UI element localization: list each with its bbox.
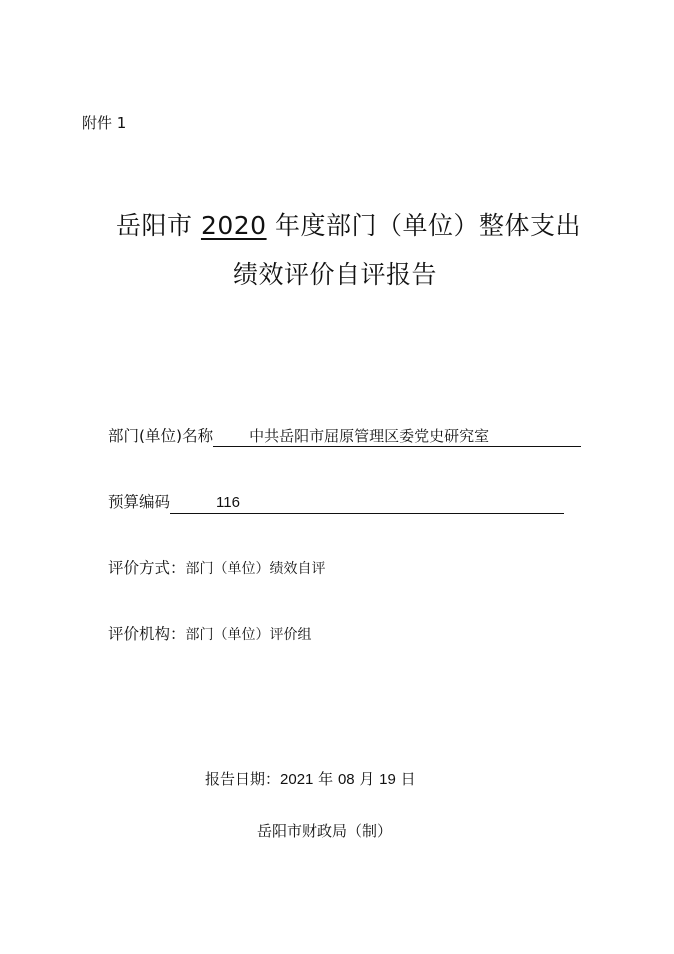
report-date-label: 报告日期： xyxy=(205,770,281,788)
budget-code-label: 预算编码 xyxy=(108,493,171,511)
title-suffix: 年度部门（单位）整体支出 xyxy=(266,211,582,240)
report-date xyxy=(205,768,416,789)
report-title-line2: 绩效评价自评报告 xyxy=(233,260,438,289)
evaluation-method-value: 部门（单位）绩效自评 xyxy=(185,561,326,577)
budget-code-row xyxy=(108,490,564,514)
evaluation-org-value: 部门（单位）评价组 xyxy=(185,627,312,643)
title-prefix: 岳阳市 xyxy=(116,211,201,240)
title-year: 2020 xyxy=(200,211,267,240)
evaluation-method-label: 评价方式： xyxy=(108,559,186,577)
report-date-month-unit: 月 xyxy=(354,770,380,788)
issuer: 岳阳市财政局（制） xyxy=(257,822,393,840)
report-date-year: 2021 xyxy=(280,771,314,788)
report-title-line1 xyxy=(116,206,581,242)
evaluation-org-row xyxy=(108,622,312,644)
report-date-month: 08 xyxy=(337,771,355,788)
evaluation-method-row xyxy=(108,556,326,578)
report-date-day-unit: 日 xyxy=(395,770,416,788)
dept-name-value: 中共岳阳市屈原管理区委党史研究室 xyxy=(213,427,581,447)
dept-name-row xyxy=(108,424,581,447)
dept-name-label: 部门(单位)名称 xyxy=(108,427,214,445)
report-date-year-unit: 年 xyxy=(313,770,338,788)
budget-code-value: 116 xyxy=(170,494,564,514)
report-date-day: 19 xyxy=(379,771,396,788)
attachment-label: 附件 1 xyxy=(82,114,127,132)
evaluation-org-label: 评价机构： xyxy=(108,625,186,643)
